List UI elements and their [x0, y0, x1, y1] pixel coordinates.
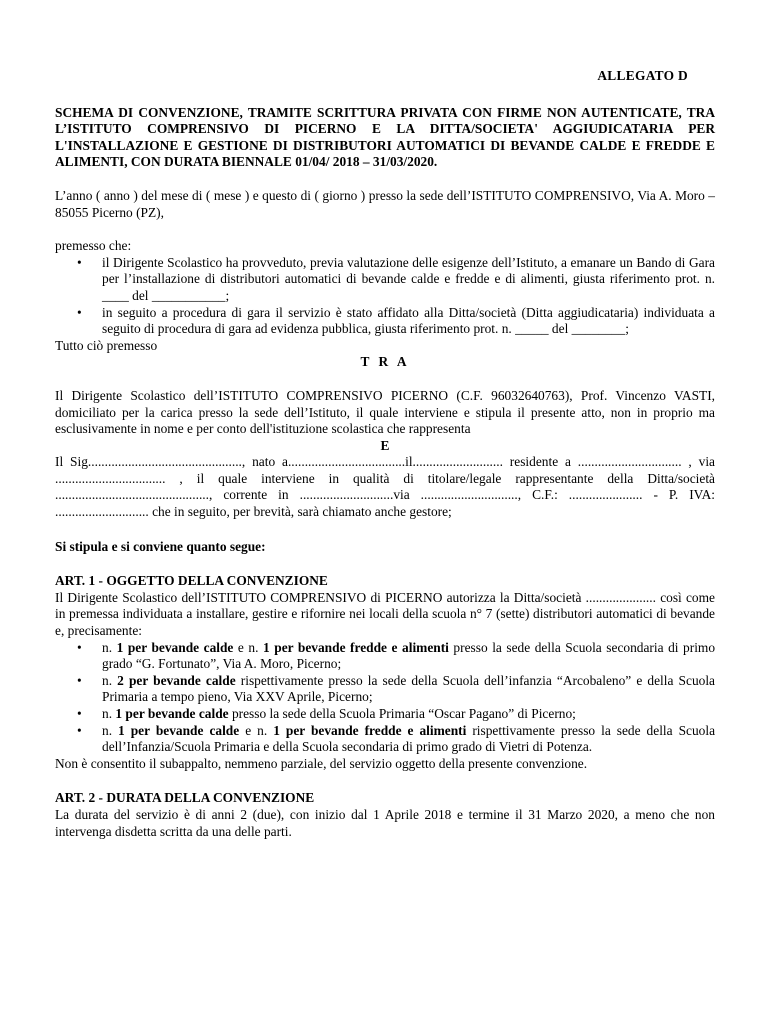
item-prefix: n.: [102, 639, 117, 655]
premesso-closing: Tutto ciò premesso: [55, 337, 158, 353]
item-bold-1: 1 per bevande calde: [115, 706, 229, 721]
art2-heading: ART. 2 - DURATA DELLA CONVENZIONE: [55, 790, 315, 806]
e-heading: E: [380, 437, 390, 453]
item-prefix: n.: [102, 722, 119, 738]
item-bold-1: 1 per bevande calde: [116, 639, 234, 655]
list-item-text: il Dirigente Scolastico ha provveduto, previa valutazione delle esigenze dell’Istituto, a emanare un Bando di Gara per l’installazione di distributori automatici di bevande calde e fredde e di alimenti, giusta riferimento prot. n. ____ del ___________;: [102, 254, 715, 303]
premesso-list: [55, 255, 715, 338]
art1-closing: Non è consentito il subappalto, nemmeno parziale, del servizio oggetto della presente convenzione.: [55, 755, 588, 771]
art1-list: [55, 640, 715, 756]
item-suffix: rispettivamente presso la sede della Scuola dell’Infanzia/Scuola Primaria e della Scuola secondaria di primo grado di Vietri di Potenza.: [102, 722, 716, 755]
list-item: [55, 723, 715, 756]
allegato-label: ALLEGATO D: [597, 68, 688, 83]
bullet-icon: •: [77, 672, 82, 688]
intro-paragraph: L’anno ( anno ) del mese di ( mese ) e questo di ( giorno ) presso la sede dell’ISTITUTO COMPRENSIVO, Via A. Moro – 85055 Picerno (PZ),: [55, 187, 715, 220]
stipula-heading: Si stipula e si conviene quanto segue:: [55, 538, 266, 554]
sig-paragraph: Il Sig.............................................., nato a...................................il........................... residente a ............................... , via ................................. , il quale interviene in qualità di titolare/legale rappresentante della Ditta/società .............................................., corrente in ............................via ............................., C.F.: ...................... - P. IVA: ............................ che in seguito, per brevità, sarà chiamato anche gestore;: [55, 454, 715, 520]
bullet-icon: •: [77, 722, 82, 738]
premesso-label: premesso che:: [55, 238, 132, 254]
bullet-icon: •: [77, 706, 82, 721]
list-item: [55, 255, 715, 305]
item-mid: e n.: [233, 639, 264, 655]
item-suffix: rispettivamente presso la sede della Scuola dell’infanzia “Arcobaleno” e della Scuola Primaria a tempo pieno, Via XXV Aprile, Picerno;: [102, 672, 715, 705]
item-bold-2: 1 per bevande fredde e alimenti: [273, 722, 467, 738]
item-prefix: n.: [102, 706, 116, 721]
item-bold-2: 1 per bevande fredde e alimenti: [263, 639, 449, 655]
bullet-icon: •: [77, 304, 82, 320]
art1-text: Il Dirigente Scolastico dell’ISTITUTO COMPRENSIVO di PICERNO autorizza la Ditta/società ..................... così come in premessa individuata a installare, gestire e rifornire nei locali della scuola n° 7 (sette) distributori automatici di bevande e, precisamente:: [55, 589, 715, 639]
item-suffix: presso la sede della Scuola Primaria “Oscar Pagano” di Picerno;: [228, 706, 576, 721]
dirigente-paragraph: Il Dirigente Scolastico dell’ISTITUTO COMPRENSIVO PICERNO (C.F. 96032640763), Prof. Vincenzo VASTI, domiciliato per la carica presso la sede dell’Istituto, il quale interviene e stipula il presente atto, non in proprio ma esclusivamente in nome e per conto dell'istituzione scolastica che rappresenta: [55, 387, 715, 437]
list-item: [55, 673, 715, 706]
bullet-icon: •: [77, 254, 82, 270]
art1-heading: ART. 1 - OGGETTO DELLA CONVENZIONE: [55, 573, 328, 589]
art2-text: La durata del servizio è di anni 2 (due), con inizio dal 1 Aprile 2018 e termine il 31 Marzo 2020, a meno che non intervenga disdetta scritta da una delle parti.: [55, 806, 715, 839]
tra-heading: T R A: [360, 354, 410, 370]
list-item: [55, 305, 715, 338]
list-item: [55, 640, 715, 673]
list-item: [55, 706, 715, 723]
item-bold-1: 1 per bevande calde: [118, 722, 240, 738]
document-title: SCHEMA DI CONVENZIONE, TRAMITE SCRITTURA PRIVATA CON FIRME NON AUTENTICATE, TRA L’ISTITUTO COMPRENSIVO DI PICERNO E LA DITTA/SOCIETA' AGGIUDICATARIA PER L'INSTALLAZIONE E GESTIONE DI DISTRIBUTORI AUTOMATICI DI BEVANDE CALDE E FREDDE E ALIMENTI, CON DURATA BIENNALE 01/04/ 2018 – 31/03/2020.: [55, 104, 715, 170]
bullet-icon: •: [77, 639, 82, 655]
item-mid: e n.: [239, 722, 274, 738]
item-bold-1: 2 per bevande calde: [117, 672, 236, 688]
item-suffix: presso la sede della Scuola secondaria di primo grado “G. Fortunato”, Via A. Moro, Picerno;: [102, 639, 716, 672]
item-prefix: n.: [102, 672, 118, 688]
list-item-text: in seguito a procedura di gara il servizio è stato affidato alla Ditta/società (Ditta aggiudicataria) individuata a seguito di procedura di gara ad evidenza pubblica, giusta riferimento prot. n. _____ del ________;: [102, 304, 715, 337]
